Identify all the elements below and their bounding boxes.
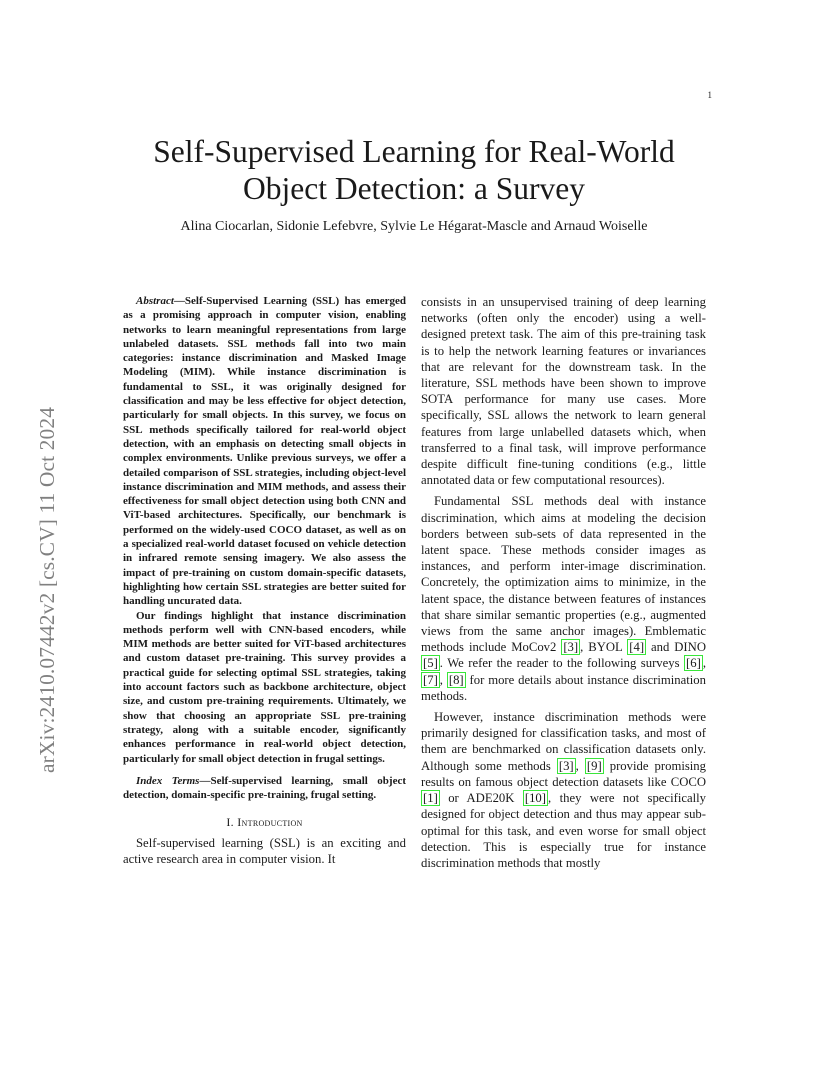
text-run: Fundamental SSL methods deal with instance discrimination, which aims at modeling the decision borders between sub-sets of data represented in the latent space. These methods consider images as instances, and perform inter-image discrimination. Concretely, the optimization aims to minimize, in the latent space, the distance between features of instances that share similar semantic properties (e.g., augmented views from the same anchor images). Emblematic methods include MoCov2: [421, 494, 706, 655]
citation-link[interactable]: [5]: [423, 656, 438, 671]
left-column: [123, 294, 406, 867]
citation-link[interactable]: [7]: [423, 672, 438, 687]
citation-link[interactable]: [1]: [423, 791, 438, 806]
abstract-paragraph-2: Our findings highlight that instance discrimination methods perform well with CNN-based encoders, while MIM methods are better suited for ViT-based architectures and custom dataset pre-training. This survey provides a practical guide for selecting optimal SSL strategies, taking into account factors such as backbone architecture, object size, and custom pre-training requirements. Ultimately, we show that choosing an appropriate SSL pre-training strategy, along with a suitable encoder, significantly enhances performance in real-world object detection, particularly for small object detection in frugal settings.: [123, 609, 406, 765]
index-terms-label: Index Terms: [136, 774, 200, 787]
citation-link[interactable]: [10]: [524, 791, 546, 806]
text-run: and DINO: [646, 640, 706, 655]
text-run: ,: [439, 672, 447, 687]
citation-link[interactable]: [8]: [448, 672, 464, 687]
intro-paragraph-2: [421, 493, 706, 704]
abstract-paragraph-1: [123, 294, 406, 609]
text-run: . We refer the reader to the following surveys: [439, 656, 685, 671]
paper-title: [80, 133, 748, 207]
text-run: for more details about instance discrimination methods.: [421, 672, 706, 703]
abstract: [123, 294, 406, 766]
index-terms-text: —Self-supervised learning, small object detection, domain-specific pre-training, frugal setting.: [123, 774, 406, 802]
citation-link[interactable]: [3]: [558, 758, 574, 773]
arxiv-identifier-stamp[interactable]: arXiv:2410.07442v2 [cs.CV] 11 Oct 2024: [35, 406, 59, 773]
section-numeral: I.: [226, 815, 234, 830]
text-run: However, instance discrimination methods were primarily designed for classification tasks, and most of them are benchmarked on classification datasets only. Although some methods: [421, 710, 706, 773]
text-run: ,: [575, 758, 585, 773]
section-title: Introduction: [237, 815, 303, 830]
text-run: , they were not specifically designed for object detection and thus may appear sub-optimal for this task, and even worse for small object detection. This is especially true for instance discrimination methods that mostly: [421, 791, 706, 870]
intro-paragraph-continued: consists in an unsupervised training of deep learning networks (often only the encoder) using a well-designed pretext task. The aim of this pre-training task is to help the network learning features or invariances that are relevant for the downstream task. In the literature, SSL methods have been shown to improve SOTA performance for many use cases. More specifically, SSL allows the network to learn general features from large unlabelled datasets which, when transferred to a final task, will improve performance despite difficult fine-tuning conditions (e.g., little annotated data or few computational resources).: [421, 295, 706, 488]
citation-link[interactable]: [6]: [686, 656, 701, 671]
abstract-label: Abstract: [136, 295, 174, 307]
author-list: Alina Ciocarlan, Sidonie Lefebvre, Sylvie Le Hégarat-Mascle and Arnaud Woiselle: [180, 219, 648, 234]
intro-paragraph-1: Self-supervised learning (SSL) is an exciting and active research area in computer vision. It: [123, 835, 406, 866]
page-number: 1: [707, 90, 712, 100]
text-run: provide promising results on famous object detection datasets like COCO: [421, 758, 706, 789]
text-run: ,: [702, 656, 706, 671]
citation-link[interactable]: [4]: [629, 640, 645, 655]
abstract-text-1: —Self-Supervised Learning (SSL) has emerged as a promising approach in computer vision, enabling networks to learn meaningful representations from large unlabeled datasets. SSL methods fall into two main categories: instance discrimination and Masked Image Modeling (MIM). While instance discrimination is fundamental to SSL, it was originally designed for classification and may be less effective for object detection, particularly for small objects. In this survey, we focus on SSL methods specifically tailored for real-world object detection, with an emphasis on detecting small objects in complex environments. Unlike previous surveys, we offer a detailed comparison of SSL strategies, including object-level instance discrimination and MIM methods, and assess their effectiveness for small object detection using both CNN and ViT-based architectures. Specifically, our benchmark is performed on the widely-used COCO dataset, as well as on a specialized real-world dataset focused on vehicle detection in infrared remote sensing imagery. We also assess the impact of pre-training on custom domain-specific datasets, highlighting how certain SSL strategies are better suited for handling uncurated data.: [123, 295, 406, 608]
section-heading-introduction: [123, 814, 406, 830]
citation-link[interactable]: [3]: [563, 640, 579, 655]
text-run: or ADE20K: [439, 791, 523, 806]
paper-title-line-2: Object Detection: a Survey: [242, 171, 585, 206]
text-run: , BYOL: [580, 640, 628, 655]
right-column: [421, 294, 706, 871]
intro-paragraph-3: [421, 709, 706, 871]
index-terms: [123, 774, 406, 803]
citation-link[interactable]: [9]: [586, 758, 602, 773]
paper-title-line-1: Self-Supervised Learning for Real-World: [153, 134, 675, 169]
